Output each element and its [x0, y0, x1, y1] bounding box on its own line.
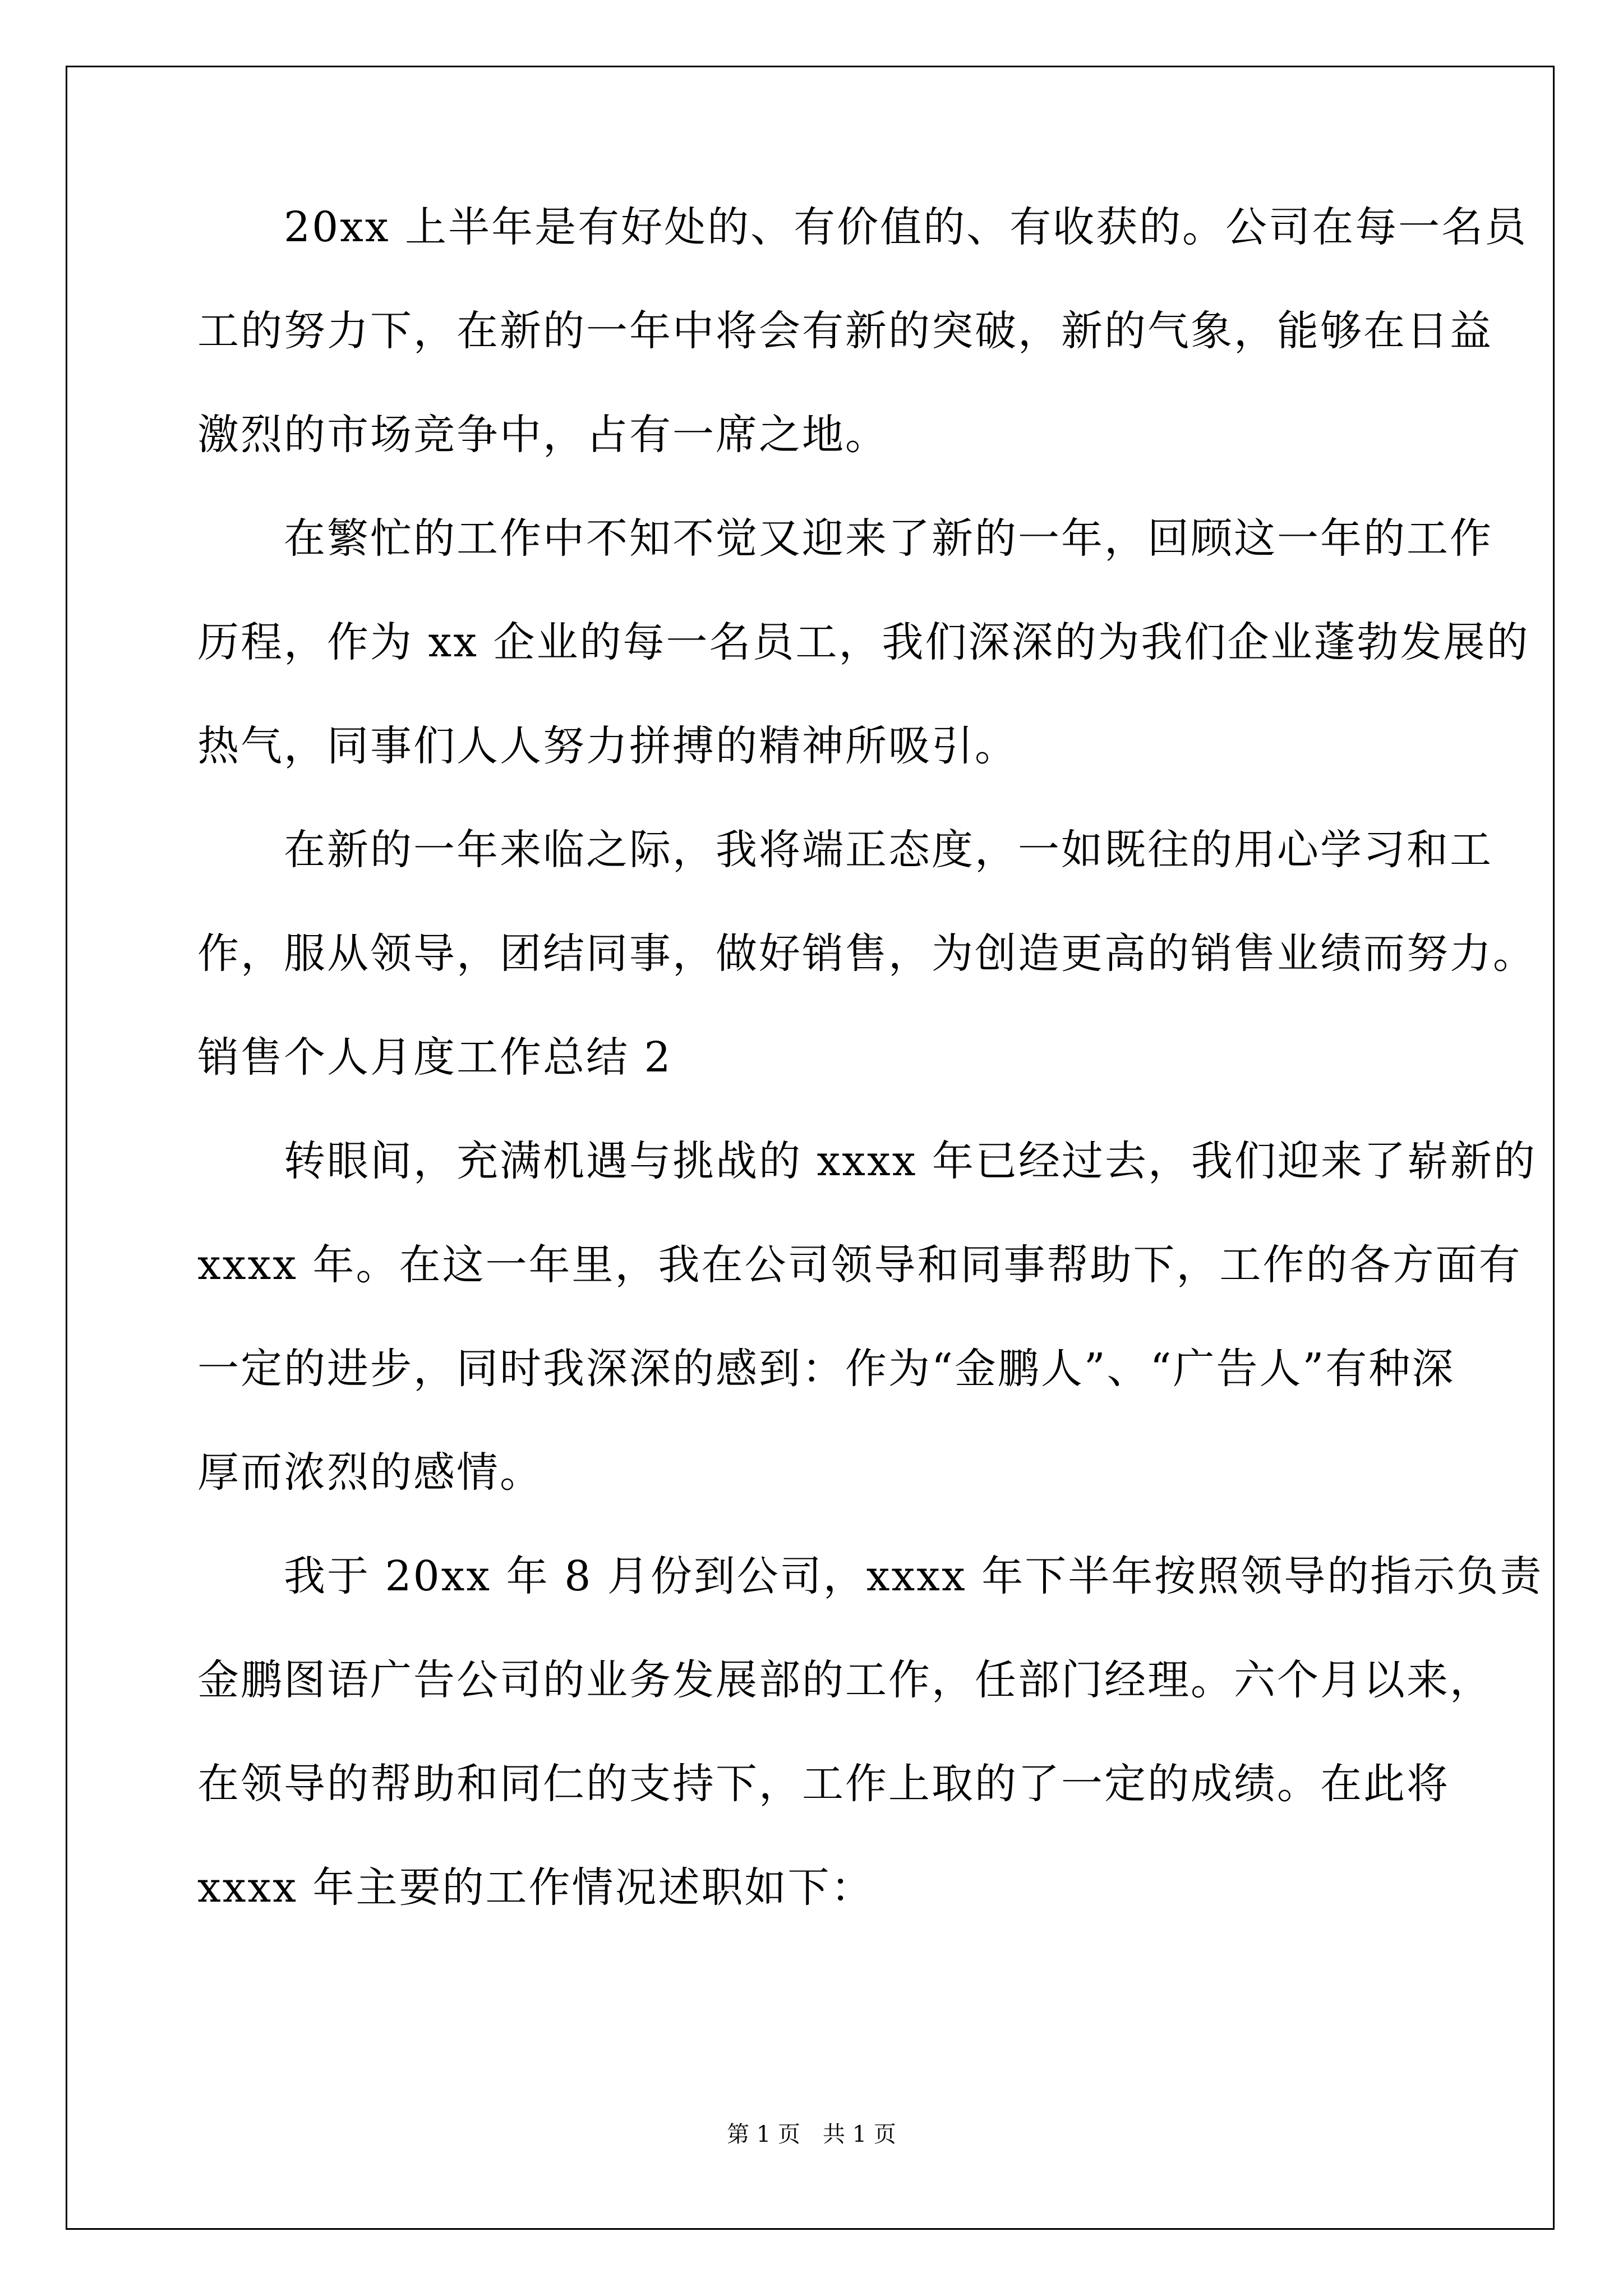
page-number-footer: 第 1 页 共 1 页	[727, 2122, 896, 2147]
paragraph-line: 一定的进步，同时我深深的感到：作为“金鹏人”、“广告人”有种深	[197, 1345, 1455, 1393]
paragraph-line: 厚而浓烈的感情。	[197, 1448, 543, 1497]
paragraph-line: 在领导的帮助和同仁的支持下，工作上取的了一定的成绩。在此将	[197, 1760, 1450, 1808]
section-heading: 销售个人月度工作总结 2	[197, 1033, 672, 1082]
paragraph-line: xxxx 年主要的工作情况述职如下：	[197, 1864, 874, 1912]
paragraph-line: 在新的一年来临之际，我将端正态度，一如既往的用心学习和工	[197, 826, 1493, 874]
paragraph-line: 历程，作为 xx 企业的每一名员工，我们深深的为我们企业蓬勃发展的	[197, 618, 1530, 666]
paragraph-line: 金鹏图语广告公司的业务发展部的工作，任部门经理。六个月以来，	[197, 1656, 1493, 1704]
paragraph-line: xxxx 年。在这一年里，我在公司领导和同事帮助下，工作的各方面有	[197, 1241, 1522, 1289]
paragraph-line: 激烈的市场竞争中，占有一席之地。	[197, 411, 888, 459]
paragraph-line: 热气，同事们人人努力拼搏的精神所吸引。	[197, 722, 1018, 770]
paragraph-line: 在繁忙的工作中不知不觉又迎来了新的一年，回顾这一年的工作	[197, 514, 1493, 563]
paragraph-line: 转眼间，充满机遇与挑战的 xxxx 年已经过去，我们迎来了崭新的	[197, 1137, 1537, 1185]
paragraph-line: 作，服从领导，团结同事，做好销售，为创造更高的销售业绩而努力。	[197, 930, 1536, 978]
paragraph-line: 工的努力下，在新的一年中将会有新的突破，新的气象，能够在日益	[197, 307, 1493, 355]
paragraph-line: 20xx 上半年是有好处的、有价值的、有收获的。公司在每一名员	[197, 203, 1528, 251]
paragraph-line: 我于 20xx 年 8 月份到公司，xxxx 年下半年按照领导的指示负责	[197, 1552, 1543, 1600]
